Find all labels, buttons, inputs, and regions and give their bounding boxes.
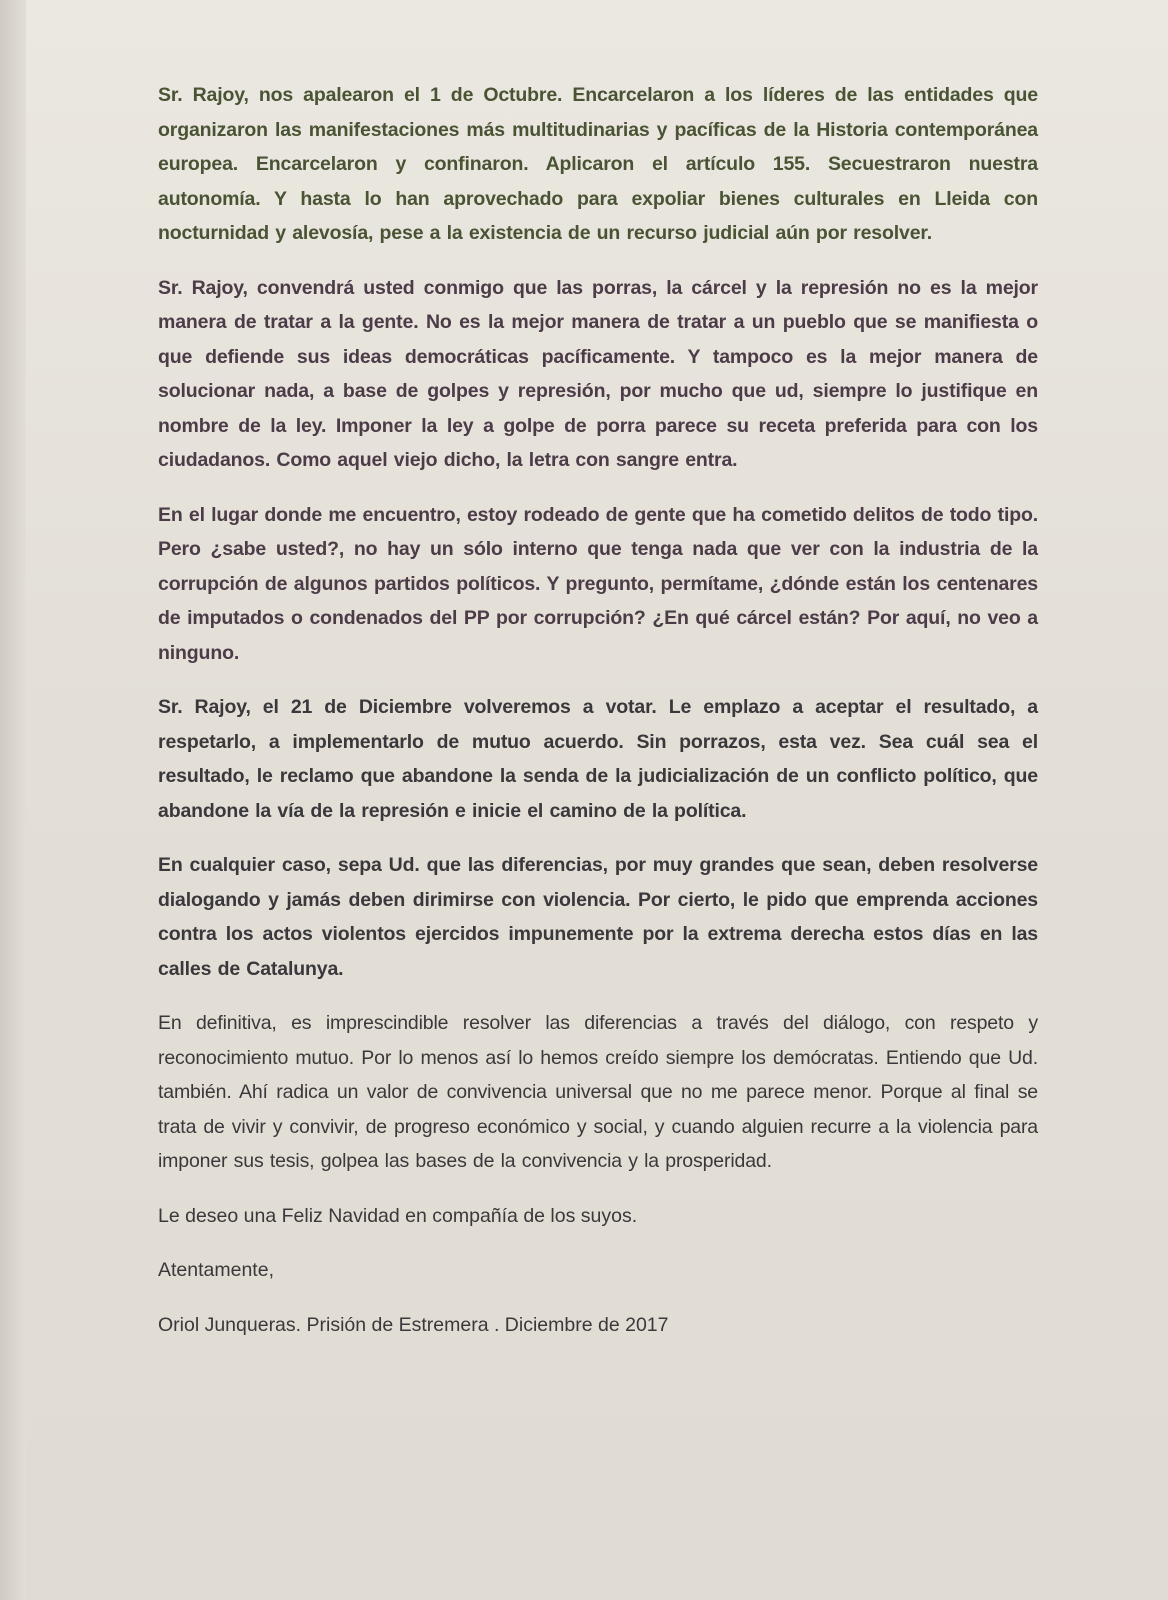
letter-greeting: Le deseo una Feliz Navidad en compañía de los suyos. bbox=[158, 1204, 638, 1227]
letter-closing: Atentamente, bbox=[158, 1259, 274, 1281]
letter-paragraph-2: Sr. Rajoy, convendrá usted conmigo que las porras, la cárcel y la represión no es la mejor manera de tratar a la gente. No es la mejor manera de tratar a un pueblo que se manifiesta o que defiende sus ideas democráticas pacíficamente. Y tampoco es la mejor manera de solucionar nada, a base de golpes y represión, por mucho que ud, siempre lo justifique en nombre de la ley. Imponer la ley a golpe de porra parece su receta preferida para con los ciudadanos. Como aquel viejo dicho, la letra con sangre entra. bbox=[158, 276, 1038, 471]
letter-body bbox=[158, 78, 1038, 1362]
letter-paragraph-1: Sr. Rajoy, nos apalearon el 1 de Octubre. Encarcelaron a los líderes de las entidades que organizaron las manifestaciones más multitudinarias y pacíficas de la Historia contemporánea europea. Encarcelaron y confinaron. Aplicaron el artículo 155. Secuestraron nuestra autonomía. Y hasta lo han aprovechado para expoliar bienes culturales en Lleida con nocturnidad y alevosía, pese a la existencia de un recurso judicial aún por resolver. bbox=[158, 84, 1038, 244]
letter-paragraph-6: En definitiva, es imprescindible resolver las diferencias a través del diálogo, con respeto y reconocimiento mutuo. Por lo menos así lo hemos creído siempre los demócratas. Entiendo que Ud. también. Ahí radica un valor de convivencia universal que no me parece menor. Porque al final se trata de vivir y convivir, de progreso económico y social, y cuando alguien recurre a la violencia para imponer sus tesis, golpea las bases de la convivencia y la prosperidad. bbox=[158, 1012, 1038, 1172]
letter-paragraph-3: En el lugar donde me encuentro, estoy rodeado de gente que ha cometido delitos de todo tipo. Pero ¿sabe usted?, no hay un sólo interno que tenga nada que ver con la industria de la corrupción de algunos partidos políticos. Y pregunto, permítame, ¿dónde están los centenares de imputados o condenados del PP por corrupción? ¿En qué cárcel están? Por aquí, no veo a ninguno. bbox=[158, 503, 1038, 664]
letter-paragraph-4: Sr. Rajoy, el 21 de Diciembre volveremos a votar. Le emplazo a aceptar el resultado, a respetarlo, a implementarlo de mutuo acuerdo. Sin porrazos, esta vez. Sea cuál sea el resultado, le reclamo que abandone la senda de la judicialización de un conflicto político, que abandone la vía de la represión e inicie el camino de la política. bbox=[158, 696, 1038, 822]
letter-paragraph-5: En cualquier caso, sepa Ud. que las diferencias, por muy grandes que sean, deben resolverse dialogando y jamás deben dirimirse con violencia. Por cierto, le pido que emprenda acciones contra los actos violentos ejercidos impunemente por la extrema derecha estos días en las calles de Catalunya. bbox=[158, 854, 1038, 980]
letter-signature: Oriol Junqueras. Prisión de Estremera . Diciembre de 2017 bbox=[158, 1313, 669, 1336]
